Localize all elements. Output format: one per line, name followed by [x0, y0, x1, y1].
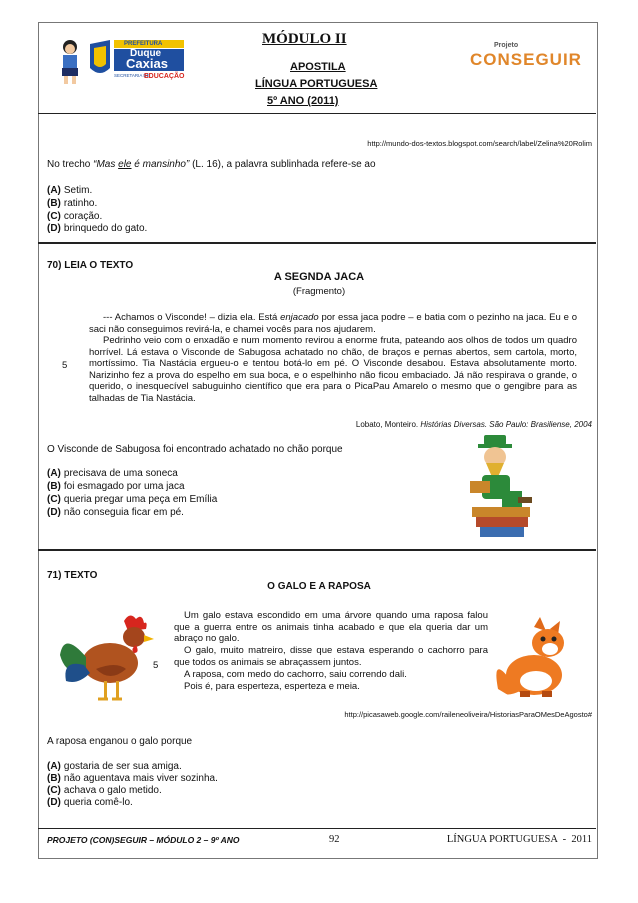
- q71-line-marker: 5: [153, 660, 159, 671]
- rooster-illustration: [56, 611, 160, 707]
- q71-text-line-4: Pois é, para esperteza, esperteza e meia.: [184, 681, 360, 692]
- q70-option-d[interactable]: (D) não conseguia ficar em pé.: [47, 507, 184, 518]
- q69-option-a[interactable]: (A) Setim.: [47, 185, 93, 196]
- q71-prompt: A raposa enganou o galo porque: [47, 736, 193, 747]
- module-title: MÓDULO II: [262, 31, 347, 47]
- q71-option-c[interactable]: (C) achava o galo metido.: [47, 785, 162, 796]
- subject-label: LÍNGUA PORTUGUESA: [255, 78, 378, 90]
- q71-text-line-2: O galo, muito matreiro, disse que estava esperando o cachorro para que todos os animais se abraçassem juntos.: [174, 645, 488, 668]
- logo-left-line2: Duque: [130, 48, 162, 59]
- grade-label: 5º ANO (2011): [267, 95, 339, 107]
- q71-source-url: http://picasaweb.google.com/raileneoliveira/HistoriasParaOMesDeAgosto#: [344, 710, 592, 719]
- logo-left-line1: PREFEITURA: [124, 41, 163, 47]
- footer-divider: [38, 828, 596, 829]
- q69-option-c[interactable]: (C) coração.: [47, 211, 103, 222]
- logo-left-line5: EDUCAÇÃO: [144, 73, 185, 80]
- q69-quote-end: é mansinho”: [131, 159, 190, 170]
- logo-right-line1: Projeto: [494, 42, 519, 49]
- logo-left-line4: SECRETARIA DE: [114, 73, 150, 78]
- logo-left-line3: Caxias: [126, 56, 168, 71]
- prefeitura-logo: [86, 38, 186, 84]
- conseguir-logo: [470, 42, 580, 78]
- q70-option-b[interactable]: (B) foi esmagado por uma jaca: [47, 481, 185, 492]
- q70-divider: [38, 549, 596, 551]
- q70-title: A SEGNDA JACA: [273, 271, 365, 283]
- q69-prompt: [47, 159, 376, 170]
- q70-prompt: O Visconde de Sabugosa foi encontrado achatado no chão porque: [47, 444, 343, 455]
- apostila-label: APOSTILA: [290, 61, 346, 73]
- q69-quote-start: “Mas: [93, 159, 119, 170]
- q71-heading: 71) TEXTO: [47, 570, 98, 581]
- q69-option-d[interactable]: (D) brinquedo do gato.: [47, 223, 148, 234]
- footer-right: LÍNGUA PORTUGUESA - 2011: [446, 834, 592, 845]
- q71-title: O GALO E A RAPOSA: [267, 581, 371, 592]
- q69-divider: [38, 242, 596, 244]
- q70-heading: 70) LEIA O TEXTO: [47, 260, 134, 271]
- q69-option-b[interactable]: (B) ratinho.: [47, 198, 98, 209]
- q70-citation: Lobato, Monteiro. Histórias Diversas. São Paulo: Brasiliense, 2004: [355, 420, 592, 429]
- footer-left: PROJETO (CON)SEGUIR – MÓDULO 2 – 9º ANO: [47, 835, 240, 845]
- fox-illustration: [490, 617, 580, 703]
- q70-line-marker: 5: [62, 360, 68, 371]
- logo-girl: [56, 38, 84, 86]
- q71-option-b[interactable]: (B) não aguentava mais viver sozinha.: [47, 773, 218, 784]
- q70-subtitle: (Fragmento): [292, 286, 346, 297]
- q69-prompt-start: No trecho: [47, 159, 94, 170]
- q69-quote-underlined: ele: [118, 159, 132, 170]
- q70-paragraph-1: --- Achamos o Visconde! – dizia ela. Está enjacado por essa jaca podre – e batia com o pezinho na jaca. Eu e o saci não conseguimos revirá-la, e chamei vocês para nos ajudarem.: [89, 312, 577, 335]
- q71-text-line-1: Um galo estava escondido em uma árvore quando uma raposa falou que a guerra entre os animais tinha acabado e que ela queria dar um abraço no galo.: [174, 610, 488, 645]
- q70-paragraph-2: Pedrinho veio com o enxadão e num momento revirou a enorme fruta, pateando aos olhos de todos um quadro horrível. Lá estava o Visconde de Sabugosa achatado no chão, de braços e pernas abertos, sem cartola, morto, mortíssimo. Tia Nastácia ergueu-o e tentou botá-lo em pé. O Visconde desabou. Estava absolutamente morto. Narizinho fez a prova do espelho em sua boca, e o espelhinho não ficou embaciado. Já não respirava o grande, o querido, o inesquecível sabuguinho científico que era para o PicaPau Amarelo o mesmo que o gengibre para as talhadas de Tia Nastácia.: [89, 335, 577, 404]
- q69-prompt-end: (L. 16), a palavra sublinhada refere-se ao: [189, 159, 376, 170]
- visconde-illustration: [462, 433, 542, 541]
- header-divider: [38, 113, 596, 114]
- footer-page-number: 92: [329, 834, 340, 845]
- q71-option-d[interactable]: (D) queria comê-lo.: [47, 797, 133, 808]
- q71-text-line-3: A raposa, com medo do cachorro, saiu correndo dali.: [184, 669, 407, 680]
- q71-option-a[interactable]: (A) gostaria de ser sua amiga.: [47, 761, 182, 772]
- q70-option-a[interactable]: (A) precisava de uma soneca: [47, 468, 178, 479]
- q69-source-url: http://mundo-dos-textos.blogspot.com/search/label/Zelina%20Rolim: [367, 139, 592, 148]
- logo-right-line2: CONSEGUIR: [470, 50, 582, 69]
- q70-option-c[interactable]: (C) queria pregar uma peça em Emília: [47, 494, 218, 505]
